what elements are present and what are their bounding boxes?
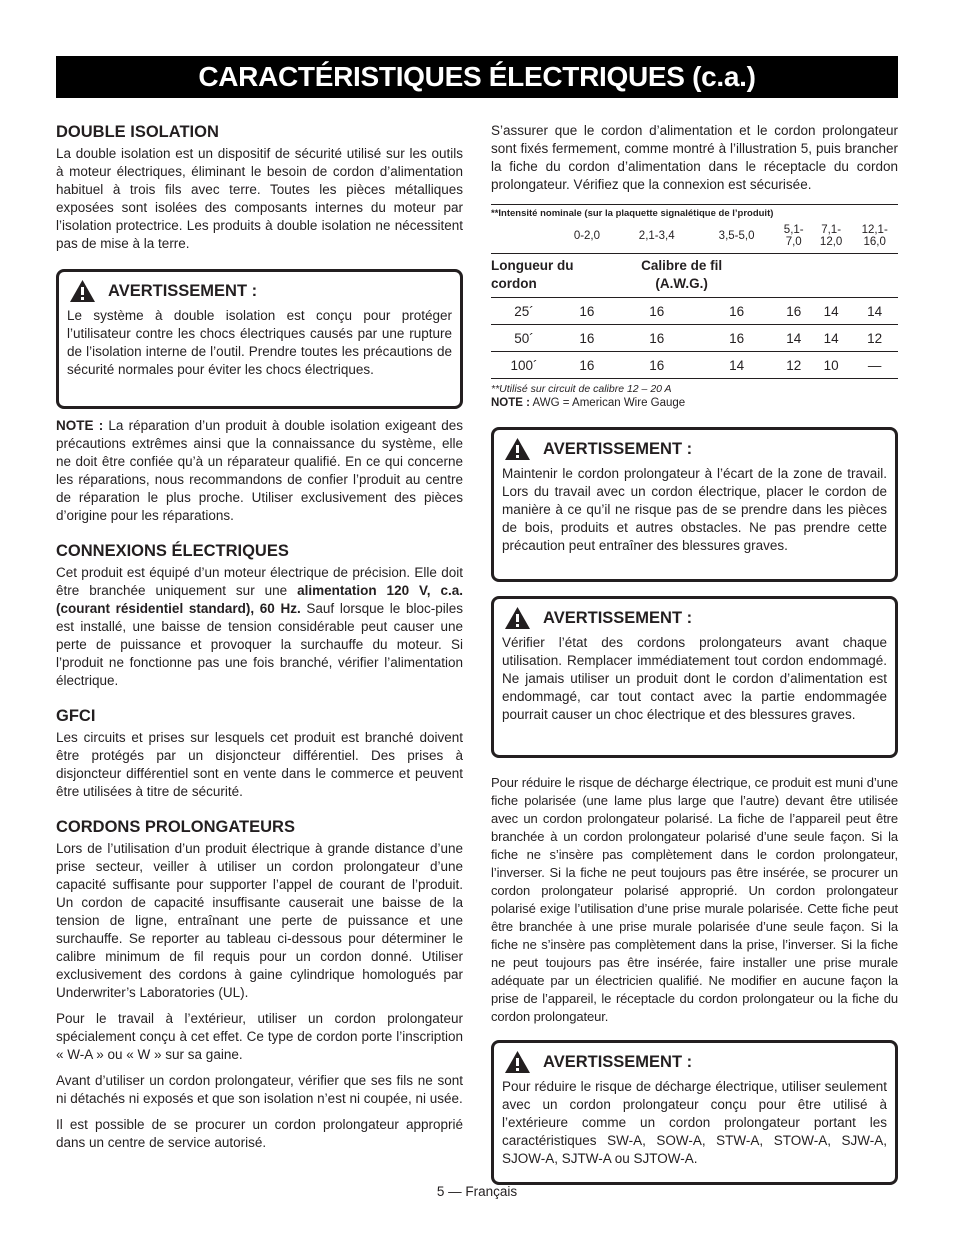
table-cell: 100´ xyxy=(491,352,557,379)
connexions-text xyxy=(56,564,463,690)
warning-triangle-icon xyxy=(504,606,531,630)
warning-triangle-icon xyxy=(69,279,96,303)
table-row xyxy=(491,325,898,352)
connexions-text-b: Sauf lorsque le bloc-piles est installé, une baisse de tension considérable peut causer une perte de puissance et provoquer la surchauffe du moteur. Si l’produit ne fonctionne pas une fois branché, vérifier l’alimentation électrique. xyxy=(56,601,463,688)
warning-header xyxy=(504,606,887,630)
heading-cordons: CORDONS PROLONGATEURS xyxy=(56,818,295,836)
warning-triangle-icon xyxy=(504,437,531,461)
table-cell: 12 xyxy=(851,325,898,352)
table-cell: 16 xyxy=(617,352,697,379)
header-wire-gauge: Calibre de fil (A.W.G.) xyxy=(617,254,777,298)
table-cell: 25´ xyxy=(491,298,557,325)
amp-range: 3,5-5,0 xyxy=(718,230,755,242)
table-cell: 16 xyxy=(697,298,777,325)
connection-intro-text: S’assurer que le cordon d’alimentation et le cordon prolongateur sont fixés fermement, comme montré à l’illustration 5, puis brancher la fiche du cordon d’alimentation dans le réceptacle du cordon prolongateur. Vérifiez que la connexion est sécurisée. xyxy=(491,123,898,192)
extension-cord-table xyxy=(491,204,898,379)
table-row xyxy=(491,298,898,325)
table-note xyxy=(491,396,898,411)
connexions-text-bold: alimentation 120 V, c.a. (courant résidentiel standard), 60 Hz. xyxy=(56,583,464,616)
table-cell: 14 xyxy=(811,298,851,325)
connexions-text-a: Cet produit est équipé d’un moteur électrique de précision. Elle doit être branchée uniquement sur une xyxy=(56,565,463,598)
table-cell: 16 xyxy=(617,325,697,352)
header-cord-length: Longueur du cordon xyxy=(491,254,617,298)
table-cell: 16 xyxy=(777,298,811,325)
table-note-label: NOTE : xyxy=(491,397,530,409)
warning-header xyxy=(504,437,887,461)
table-row xyxy=(491,352,898,379)
amp-range: 2,1-3,4 xyxy=(638,230,675,242)
warning-text: Pour réduire le risque de décharge électrique, utiliser seulement avec un cordon prolongateur conçu pour être utilisé à l’extérieure comme un cordon prolongateur portant les caractéristiques SW-A, SOW-A, STW-A, STOW-A, SJW-A, SJOW-A, SJTW-A ou SJTOW-A. xyxy=(502,1079,887,1166)
table-cell: 14 xyxy=(811,325,851,352)
warning-text: Maintenir le cordon prolongateur à l’écart de la zone de travail. Lors du travail avec un cordon électrique, placer le cordon de manière à ce qu’il ne risque pas de se prendre dans les pièces de bois, produits et autres obstacles. Ne pas prendre cette précaution peut entraîner des blessures graves. xyxy=(502,466,887,553)
cordons-paragraph-3: Avant d’utiliser un cordon prolongateur, vérifier que ses fils ne sont ni détachés ni exposés et que son isolation n’est ni coupée, ni usée. xyxy=(56,1073,463,1106)
table-footnote: **Utilisé sur circuit de calibre 12 – 20 A xyxy=(491,383,672,395)
warning-label: AVERTISSEMENT : xyxy=(543,608,693,627)
table-note-text: AWG = American Wire Gauge xyxy=(529,397,686,409)
warning-header xyxy=(69,279,452,303)
warning-text: Le système à double isolation est conçu pour protéger l’utilisateur contre les chocs électriques causés par une rupture de l’isolation interne de l’outil. Prendre toutes les précautions de sécurité normales pour éviter les chocs électriques. xyxy=(67,308,452,377)
gfci-text: Les circuits et prises sur lesquels cet produit est branché doivent être protégés par un disjoncteur différentiel. Des prises à disjoncteur différentiel sont en vente dans le commerce et peuvent être utilisées à titre de sécurité. xyxy=(56,730,463,799)
warning-triangle-icon xyxy=(504,1050,531,1074)
warning-box-work-area xyxy=(491,427,898,582)
table-cell: 50´ xyxy=(491,325,557,352)
note-label: NOTE : xyxy=(56,418,104,433)
warning-text: Vérifier l’état des cordons prolongateurs avant chaque utilisation. Remplacer immédiatement tout cordon endommagé. Ne jamais utiliser un produit dont le cordon d’alimentation est endommagé, car tout contact avec la partie endommagée pourrait causer un choc électrique et des blessures graves. xyxy=(502,635,887,722)
polarized-plug-text: Pour réduire le risque de décharge électrique, ce produit est muni d’une fiche polarisée (une lame plus large que l’autre) devant être utilisée avec un cordon prolongateur polarisé. La fiche de l’appareil peut être branchée à un cordon prolongateur polarisé d’une seule façon. Si la fiche ne s’insère pas complètement dans le cordon prolongateur, l’inverser. Si la fiche ne peut toujours pas être insérée, se procurer un cordon prolongateur polarisé approprié. Un cordon prolongateur polarisé exige l’utilisation d’une prise murale polarisée. Cette fiche peut être branchée à une prise murale polarisée d’une seule façon. Si la fiche ne s’insère pas complètement dans la prise, l’inverser. Si la fiche ne peut toujours pas être insérée, faire installer une prise murale adéquate par un électricien qualifié. Ne modifier en aucune façon la prise de l’appareil, le réceptacle du cordon prolongateur ou la fiche du cordon prolongateur. xyxy=(491,775,898,1024)
page-title: CARACTÉRISTIQUES ÉLECTRIQUES (c.a.) xyxy=(198,61,756,92)
amp-range: 0-2,0 xyxy=(573,230,601,242)
note-paragraph xyxy=(56,417,463,525)
cordons-paragraph-4: Il est possible de se procurer un cordon prolongateur approprié dans un centre de service autorisé. xyxy=(56,1117,463,1150)
warning-header xyxy=(504,1050,887,1074)
table-cell: 16 xyxy=(557,325,617,352)
warning-box-outdoor xyxy=(491,1040,898,1185)
page-number: 5 — Français xyxy=(436,1184,518,1199)
warning-box-cord-check xyxy=(491,596,898,758)
table-cell: 16 xyxy=(557,352,617,379)
table-cell: — xyxy=(851,352,898,379)
table-cell: 14 xyxy=(697,352,777,379)
amp-range: 7,1-12,0 xyxy=(819,224,843,248)
cordons-paragraph-2: Pour le travail à l’extérieur, utiliser un cordon prolongateur spécialement conçu à cet effet. Ce type de cordon porte l’inscription « W-A » ou « W » sur sa gaine. xyxy=(56,1011,463,1062)
heading-gfci: GFCI xyxy=(56,707,96,725)
table-cell: 12 xyxy=(777,352,811,379)
warning-label: AVERTISSEMENT : xyxy=(108,281,258,300)
double-isolation-text: La double isolation est un dispositif de sécurité utilisé sur les outils à moteur électriques, éliminant le besoin de cordon d’alimentation habituel à trois fils avec terre. Toutes les pièces métalliques exposées sont isolées des composants internes du moteur par l’isolation protectrice. Les produits à double isolation ne nécessitent pas de mise à la terre. xyxy=(56,146,463,251)
title-bar xyxy=(56,56,898,98)
amp-range: 12,1-16,0 xyxy=(861,224,888,248)
warning-label: AVERTISSEMENT : xyxy=(543,1052,693,1071)
table-amperage-note: **Intensité nominale (sur la plaquette signalétique de l’produit) xyxy=(491,205,898,222)
right-column xyxy=(491,122,898,1185)
note-text: La réparation d’un produit à double isolation exigeant des précautions extrêmes ainsi que la connaissance du système, elle ne doit être confiée qu’à un réparateur qualifié. En ce qui concerne les réparations, nous recommandons de confier l’produit au centre de réparation le plus proche. Utiliser exclusivement des pièces d’origine pour les réparations. xyxy=(56,418,464,523)
table-cell: 14 xyxy=(851,298,898,325)
left-column xyxy=(56,122,463,1152)
cordons-paragraph-1: Lors de l’utilisation d’un produit électrique à grande distance d’une prise secteur, veiller à utiliser un cordon prolongateur d’une capacité suffisante pour supporter l’appel de courant de l’produit. Un cordon de capacité insuffisante causerait une baisse de la tension de ligne, entraînant une perte de puissance et une surchauffe. Se reporter au tableau ci-dessous pour déterminer le calibre minimum de fil requis pour un cordon donné. Utiliser exclusivement des cordons à gaine cylindrique homologués par Underwriter’s Laboratories (UL). xyxy=(56,841,463,1000)
warning-box-double-isolation xyxy=(56,269,463,409)
heading-double-isolation: DOUBLE ISOLATION xyxy=(56,123,219,141)
table-cell: 14 xyxy=(777,325,811,352)
table-cell: 16 xyxy=(617,298,697,325)
warning-label: AVERTISSEMENT : xyxy=(543,439,693,458)
heading-connexions: CONNEXIONS ÉLECTRIQUES xyxy=(56,542,289,560)
amp-range: 5,1-7,0 xyxy=(783,224,804,248)
table-cell: 16 xyxy=(697,325,777,352)
table-cell: 10 xyxy=(811,352,851,379)
table-cell: 16 xyxy=(557,298,617,325)
